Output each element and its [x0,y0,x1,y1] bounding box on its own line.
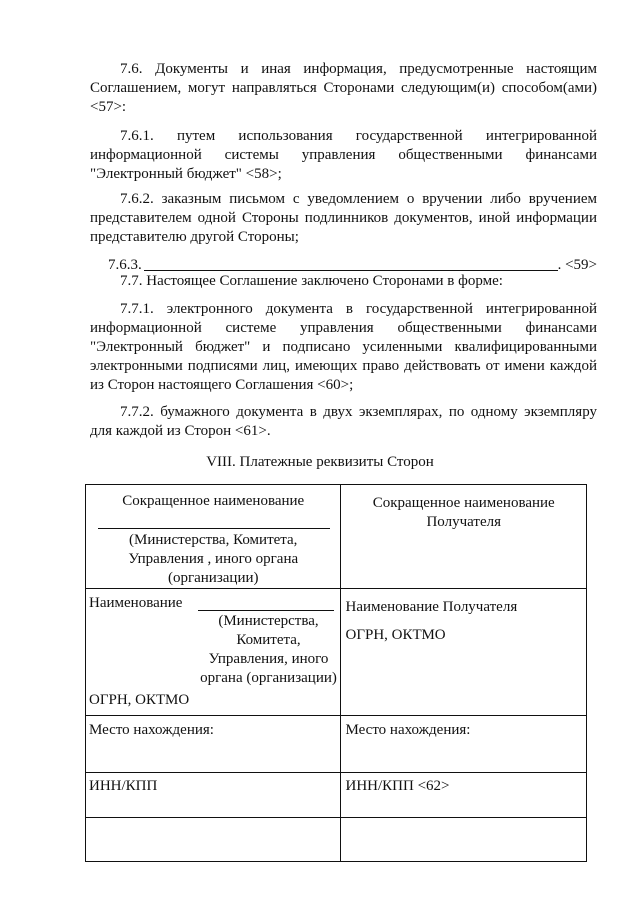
table-row [86,716,587,773]
text-line: 7.7. Настоящее Соглашение заключено Сторонами в форме: [120,273,503,289]
table-row [86,485,587,589]
table-row [86,589,587,716]
cell-note [196,612,341,688]
table-cell [86,589,341,716]
text-line: информационной системы управления общественными финансами [90,147,597,163]
codes-label: ОГРН, ОКТМО [89,692,190,708]
paragraph-7-6-2 [90,190,597,247]
text-line: для каждой из Сторон <61>. [90,423,271,439]
text-line: 7.7.2. бумажного документа в двух экземплярах, по одному экземпляру [120,404,597,420]
text-line: "Электронный бюджет" и подписано усиленными квалифицированными [90,339,597,355]
text-line: 7.6. Документы и иная информация, предусмотренные настоящим [120,61,597,77]
table-cell [341,589,587,716]
requisites-table [85,484,587,862]
text-line: электронными подписями лиц, имеющих право действовать от имени каждой [90,358,597,374]
section-title: VIII. Платежные реквизиты Сторон [206,454,434,470]
address-label: Место нахождения: [345,722,471,738]
inn-kpp-label: ИНН/КПП <62> [345,778,450,794]
title-line: Сокращенное наименование [372,495,555,511]
note-line: Комитета, [236,632,301,648]
name-label: Наименование Получателя [345,599,518,615]
table-cell [341,818,587,862]
table-row [86,773,587,818]
address-label: Место нахождения: [89,722,214,738]
text-line: <57>: [90,99,127,115]
note-line: (Министерства, [218,613,319,629]
paragraph-7-6 [90,60,597,117]
fill-in-blank[interactable] [198,610,334,611]
paragraph-7-7-1 [90,300,597,395]
text-line: 7.6.2. заказным письмом с уведомлением о вручении либо вручением [120,191,597,207]
name-label: Наименование [89,595,183,611]
table-cell [341,485,587,589]
note-line: (организации) [167,570,259,586]
text-line: представителем одной Стороны подлинников документов, иной информации [90,210,597,226]
title-line: Получателя [426,514,501,530]
note-line: (Министерства, Комитета, [129,532,298,548]
table-cell [86,818,341,862]
paragraph-7-7-2 [90,403,597,441]
note-line: Управления , иного органа [128,551,299,567]
text-line: информационной системе управления общественными финансами [90,320,597,336]
cell-title [341,485,586,532]
table-cell [86,716,341,773]
cell-title: Сокращенное наименование [122,493,305,509]
footnote-ref: . <59> [557,257,597,273]
table-cell [86,773,341,818]
note-line: органа (организации) [200,670,337,686]
cell-note [86,529,340,588]
text-line: Соглашением, могут направляться Сторонами следующим(и) способом(ами) [90,80,597,96]
table-cell [341,773,587,818]
note-line: Управления, иного [208,651,329,667]
codes-label: ОГРН, ОКТМО [345,627,446,643]
table-cell [86,485,341,589]
inn-kpp-label: ИНН/КПП [89,778,158,794]
clause-number: 7.6.3. [108,257,142,273]
paragraph-7-7 [90,272,597,291]
fill-in-blank[interactable] [144,270,558,271]
table-cell [341,716,587,773]
text-line: 7.7.1. электронного документа в государственной интегрированной [120,301,597,317]
paragraph-7-6-1 [90,127,597,184]
text-line: представителю другой Стороны; [90,229,299,245]
text-line: из Сторон настоящего Соглашения <60>; [90,377,354,393]
text-line: 7.6.1. путем использования государственной интегрированной [120,128,597,144]
table-row [86,818,587,862]
text-line: "Электронный бюджет" <58>; [90,166,282,182]
